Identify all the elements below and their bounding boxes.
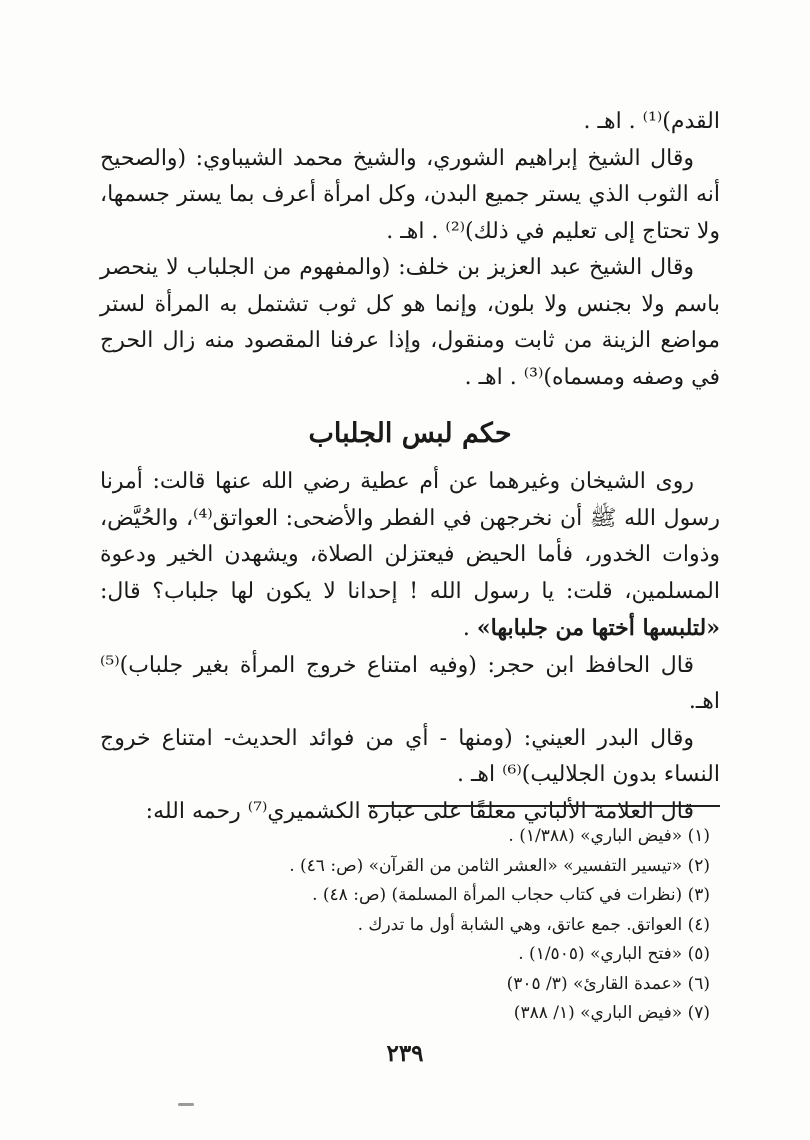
footnote-1: (١) «فيض الباري» (١/٣٨٨) . — [508, 826, 710, 846]
footnote-5: (٥) «فتح الباري» (١/٥٠٥) . — [518, 944, 710, 964]
footnote-7: (٧) «فيض الباري» (١/ ٣٨٨) — [513, 1003, 710, 1023]
footnote-4: (٤) العواتق. جمع عاتق، وهي الشابة أول ما تدرك . — [357, 914, 710, 935]
page-number: ٢٣٩ — [386, 1040, 424, 1067]
hadith-end: . — [462, 616, 477, 641]
footnote-divider — [368, 805, 720, 807]
hadith-quote: «لتلبسها أختها من جلبابها» — [476, 615, 720, 641]
footnote-3: (٣) (نظرات في كتاب حجاب المرأة المسلمة) (ص: ٤٨) . — [312, 885, 710, 905]
paragraph-1: القدم)⁽¹⁾ . اهـ . — [583, 109, 720, 134]
hadith-text: روى الشيخان وغيرهما عن أم عطية رضي الله عنها قالت: أمرنا رسول الله ﷺ أن نخرجهن في الفطر والأضحى: العواتق⁽⁴⁾، والحُيَّض، وذوات الخدور، فأما الحيض فيعتزلن الصلاة، ويشهدن الخير ودعوة المسلمين، قلت: يا رسول الله ! إحدانا لا يكون لها جلباب؟ قال: — [100, 469, 720, 604]
scan-speck — [178, 1103, 194, 1106]
paragraph-2: وقال الشيخ إبراهيم الشوري، والشيخ محمد الشيباوي: (والصحيح أنه الثوب الذي يستر جميع البدن، وكل امرأة أعرف بما يستر جسمها، ولا تحتاج إلى تعليم في ذلك)⁽²⁾ . اهـ . — [100, 145, 720, 244]
section-heading: حكم لبس الجلباب — [308, 418, 512, 449]
footnote-2: (٢) «تيسير التفسير» «العشر الثامن من القرآن» (ص: ٤٦) . — [289, 855, 710, 876]
paragraph-5: قال الحافظ ابن حجر: (وفيه امتناع خروج المرأة بغير جلباب)⁽⁵⁾ اهـ. — [100, 652, 720, 714]
paragraph-4 — [100, 464, 720, 648]
footnote-6: (٦) «عمدة القارئ» (٣/ ٣٠٥) — [506, 973, 710, 994]
footnotes — [100, 822, 710, 1029]
paragraph-3: وقال الشيخ عبد العزيز بن خلف: (والمفهوم من الجلباب لا ينحصر باسم ولا بجنس ولا بلون، وإنما هو كل ثوب تشتمل به المرأة لستر مواضع الزينة من ثابت ومنقول، وإذا عرفنا المقصود منه زال الحرج في وصفه ومسماه)⁽³⁾ . اهـ . — [100, 255, 720, 390]
main-text — [100, 104, 720, 830]
paragraph-7: قال العلامة الألباني معلقًا على عبارة الكشميري⁽⁷⁾ رحمه الله: — [145, 798, 694, 824]
paragraph-6: وقال البدر العيني: (ومنها - أي من فوائد الحديث- امتناع خروج النساء بدون الجلاليب)⁽⁶⁾ اهـ . — [100, 725, 720, 787]
